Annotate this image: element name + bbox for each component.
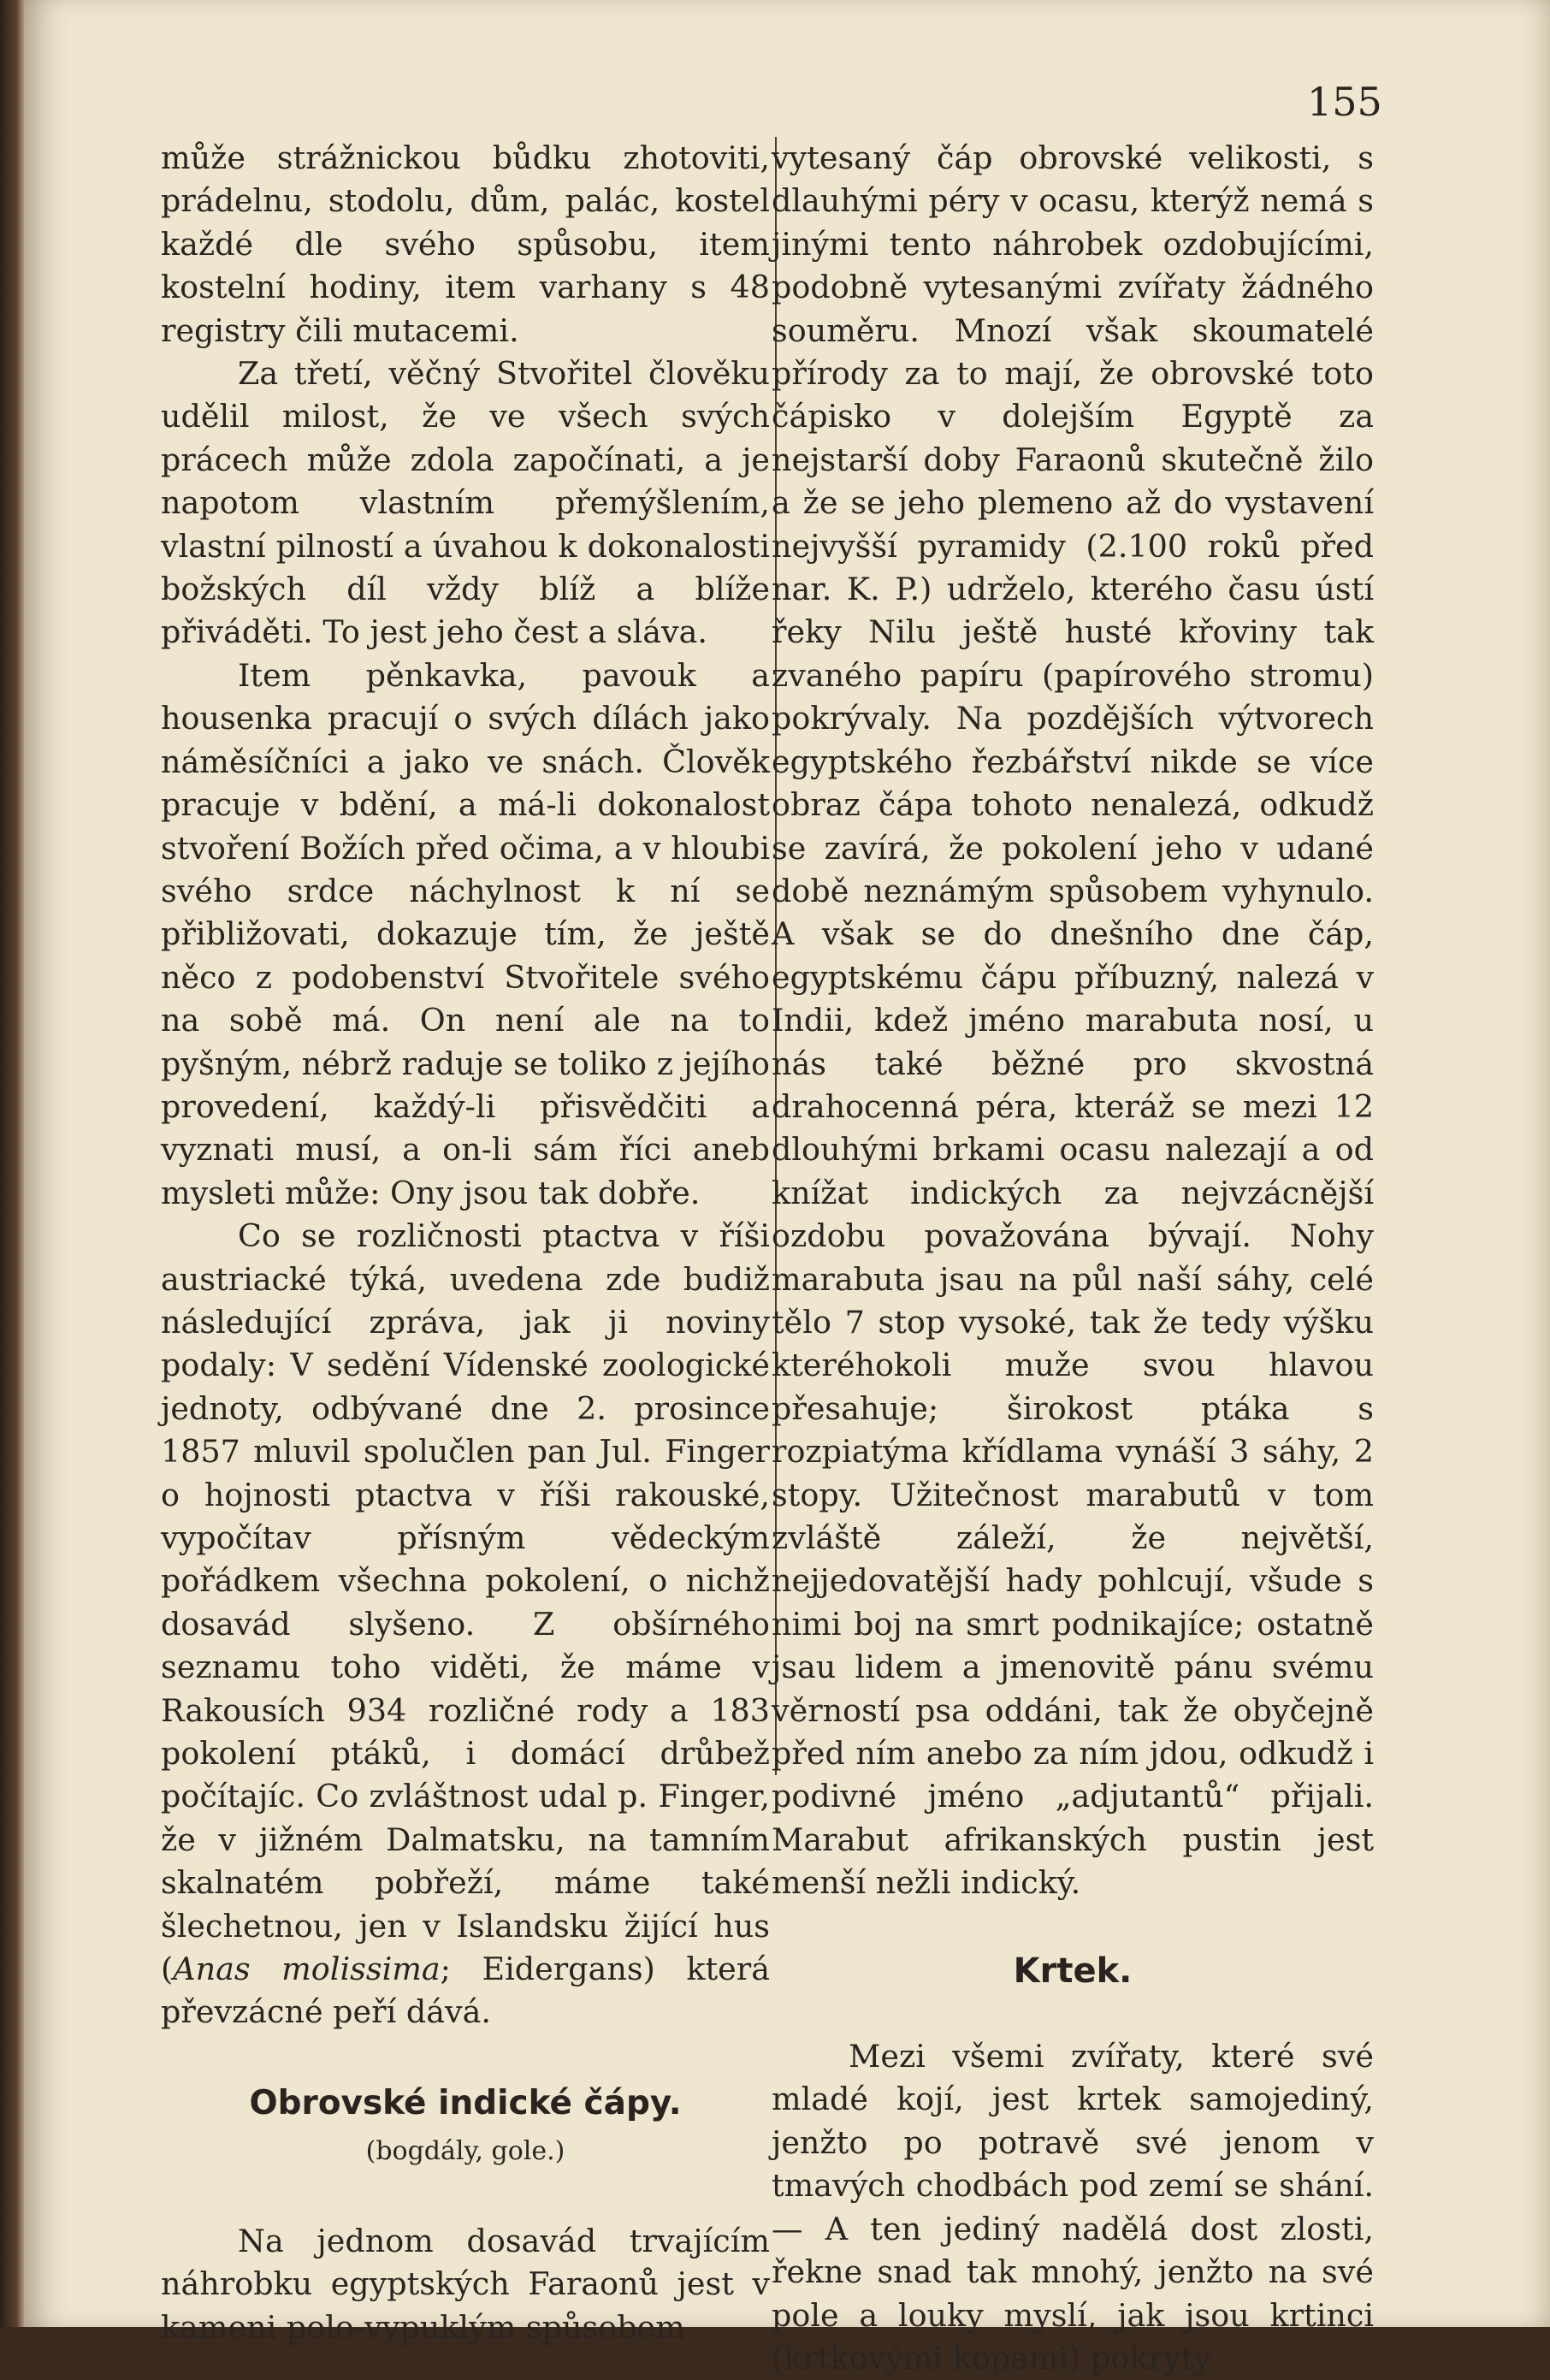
- section-subheading-storks: (bogdály, gole.): [365, 2136, 565, 2167]
- left-paragraph-4-text-b: ; Eidergans) která převzácné peří dává.: [161, 1951, 770, 2031]
- left-paragraph-1: může strážnickou bůdku zhotoviti, prádelnu, stodolu, dům, palác, kostel každé dle svého spůsobu, item kostelní hodiny, item varhany s 48 registry čili mutacemi.: [161, 139, 770, 349]
- right-column: [772, 137, 1374, 2380]
- right-paragraph-1: vytesaný čáp obrovské velikosti, s dlauhými péry v ocasu, kterýž nemá s jinými tento náhrobek ozdobujícími, podobně vytesanými zvířaty žádného souměru. Mnozí však skoumatelé přírody za to mají, že obrovské toto čápisko v dolejším Egyptě za nejstarší doby Faraonů skutečně žilo a že se jeho plemeno až do vystavení nejvyšší pyramidy (2.100 roků před nar. K. P.) udrželo, kterého času ústí řeky Nilu ještě husté křoviny tak zvaného papíru (papírového stromu) pokrývaly. Na pozdějších výtvorech egyptského řezbářství nikde se více obraz čápa tohoto nenalezá, odkudž se zavírá, že pokolení jeho v udané době neznámým spůsobem vyhynulo. A však se do dnešního dne čáp, egyptskému čápu příbuzný, nalezá v Indii, kdež jméno marabuta nosí, u nás také běžné pro skvostná drahocenná péra, kteráž se mezi 12 dlouhými brkami ocasu nalezají a od knížat indických za nejvzácnější ozdobu považována bývají. Nohy marabuta jsau na půl naší sáhy, celé tělo 7 stop vysoké, tak že tedy výšku kteréhokoli muže svou hlavou přesahuje; širokost ptáka s rozpiatýma křídlama vynáší 3 sáhy, 2 stopy. Užitečnost marabutů v tom zvláště záleží, že největší, nejjedovatější hady pohlcují, všude s nimi boj na smrt podnikajíce; ostatně jsau lidem a jmenovitě pánu svému věrností psa oddáni, tak že obyčejně před ním anebo za ním jdou, odkudž i podivné jméno „adjutantů“ přijali. Marabut afrikanských pustin jest menší nežli indický.: [772, 139, 1374, 1902]
- left-paragraph-2: Za třetí, věčný Stvořitel člověku udělil milost, že ve všech svých prácech může zdola započínati, a je napotom vlastním přemýšlením, vlastní pilností a úvahou k dokonalosti božských díl vždy blíž a blíže přiváděti. To jest jeho čest a sláva.: [161, 355, 770, 651]
- latin-species-name: Anas molissima: [173, 1951, 441, 1988]
- section-heading-storks: Obrovské indické čápy.: [249, 2083, 682, 2122]
- left-paragraph-4: [161, 1215, 770, 2034]
- section-heading-mole: Krtek.: [1013, 1951, 1133, 1991]
- left-paragraph-4-text-a: Co se rozličnosti ptactva v říši austriacké týká, uvedena zde budiž následující zpráva, jak ji noviny podaly: V sedění Vídenské zoologické jednoty, odbývané dne 2. prosince 1857 mluvil spolučlen pan Jul. Finger o hojnosti ptactva v říši rakouské, vypočítav přísným vědeckým pořádkem všechna pokolení, o nichž dosavád slyšeno. Z obšírného seznamu toho viděti, že máme v Rakousích 934 rozličné rody a 183 pokolení ptáků, i domácí drůbež počítajíc. Co zvláštnost udal p. Finger, že v jižném Dalmatsku, na tamním skalnatém pobřeží, máme také šlechetnou, jen v Islandsku žijící hus (: [161, 1217, 770, 1988]
- left-column: [161, 137, 770, 2349]
- right-paragraph-2: Mezi všemi zvířaty, které své mladé kojí, jest krtek samojediný, jenžto po potravě své jenom v tmavých chodbách pod zemí se shání. — A ten jediný nadělá dost zlosti, řekne snad tak mnohý, jenžto na své pole a louky myslí, jak jsou krtinci (krtkovými kopami) pokryty: [772, 2038, 1374, 2377]
- left-paragraph-3: Item pěnkavka, pavouk a housenka pracují o svých dílách jako náměsíčníci a jako ve snách. Člověk pracuje v bdění, a má-li dokonalost stvoření Božích před očima, a v hloubi svého srdce náchylnost k ní se přibližovati, dokazuje tím, že ještě něco z podobenství Stvořitele svého na sobě má. On není ale na to pyšným, nébrž raduje se toliko z jejího provedení, každý-li přisvědčiti a vyznati musí, a on-li sám říci aneb mysleti může: Ony jsou tak dobře.: [161, 656, 770, 1211]
- page-number: 155: [1307, 79, 1382, 125]
- left-paragraph-5: Na jednom dosavád trvajícím náhrobku egyptských Faraonů jest v kameni polo-vypuklým spůsobem: [161, 2222, 770, 2346]
